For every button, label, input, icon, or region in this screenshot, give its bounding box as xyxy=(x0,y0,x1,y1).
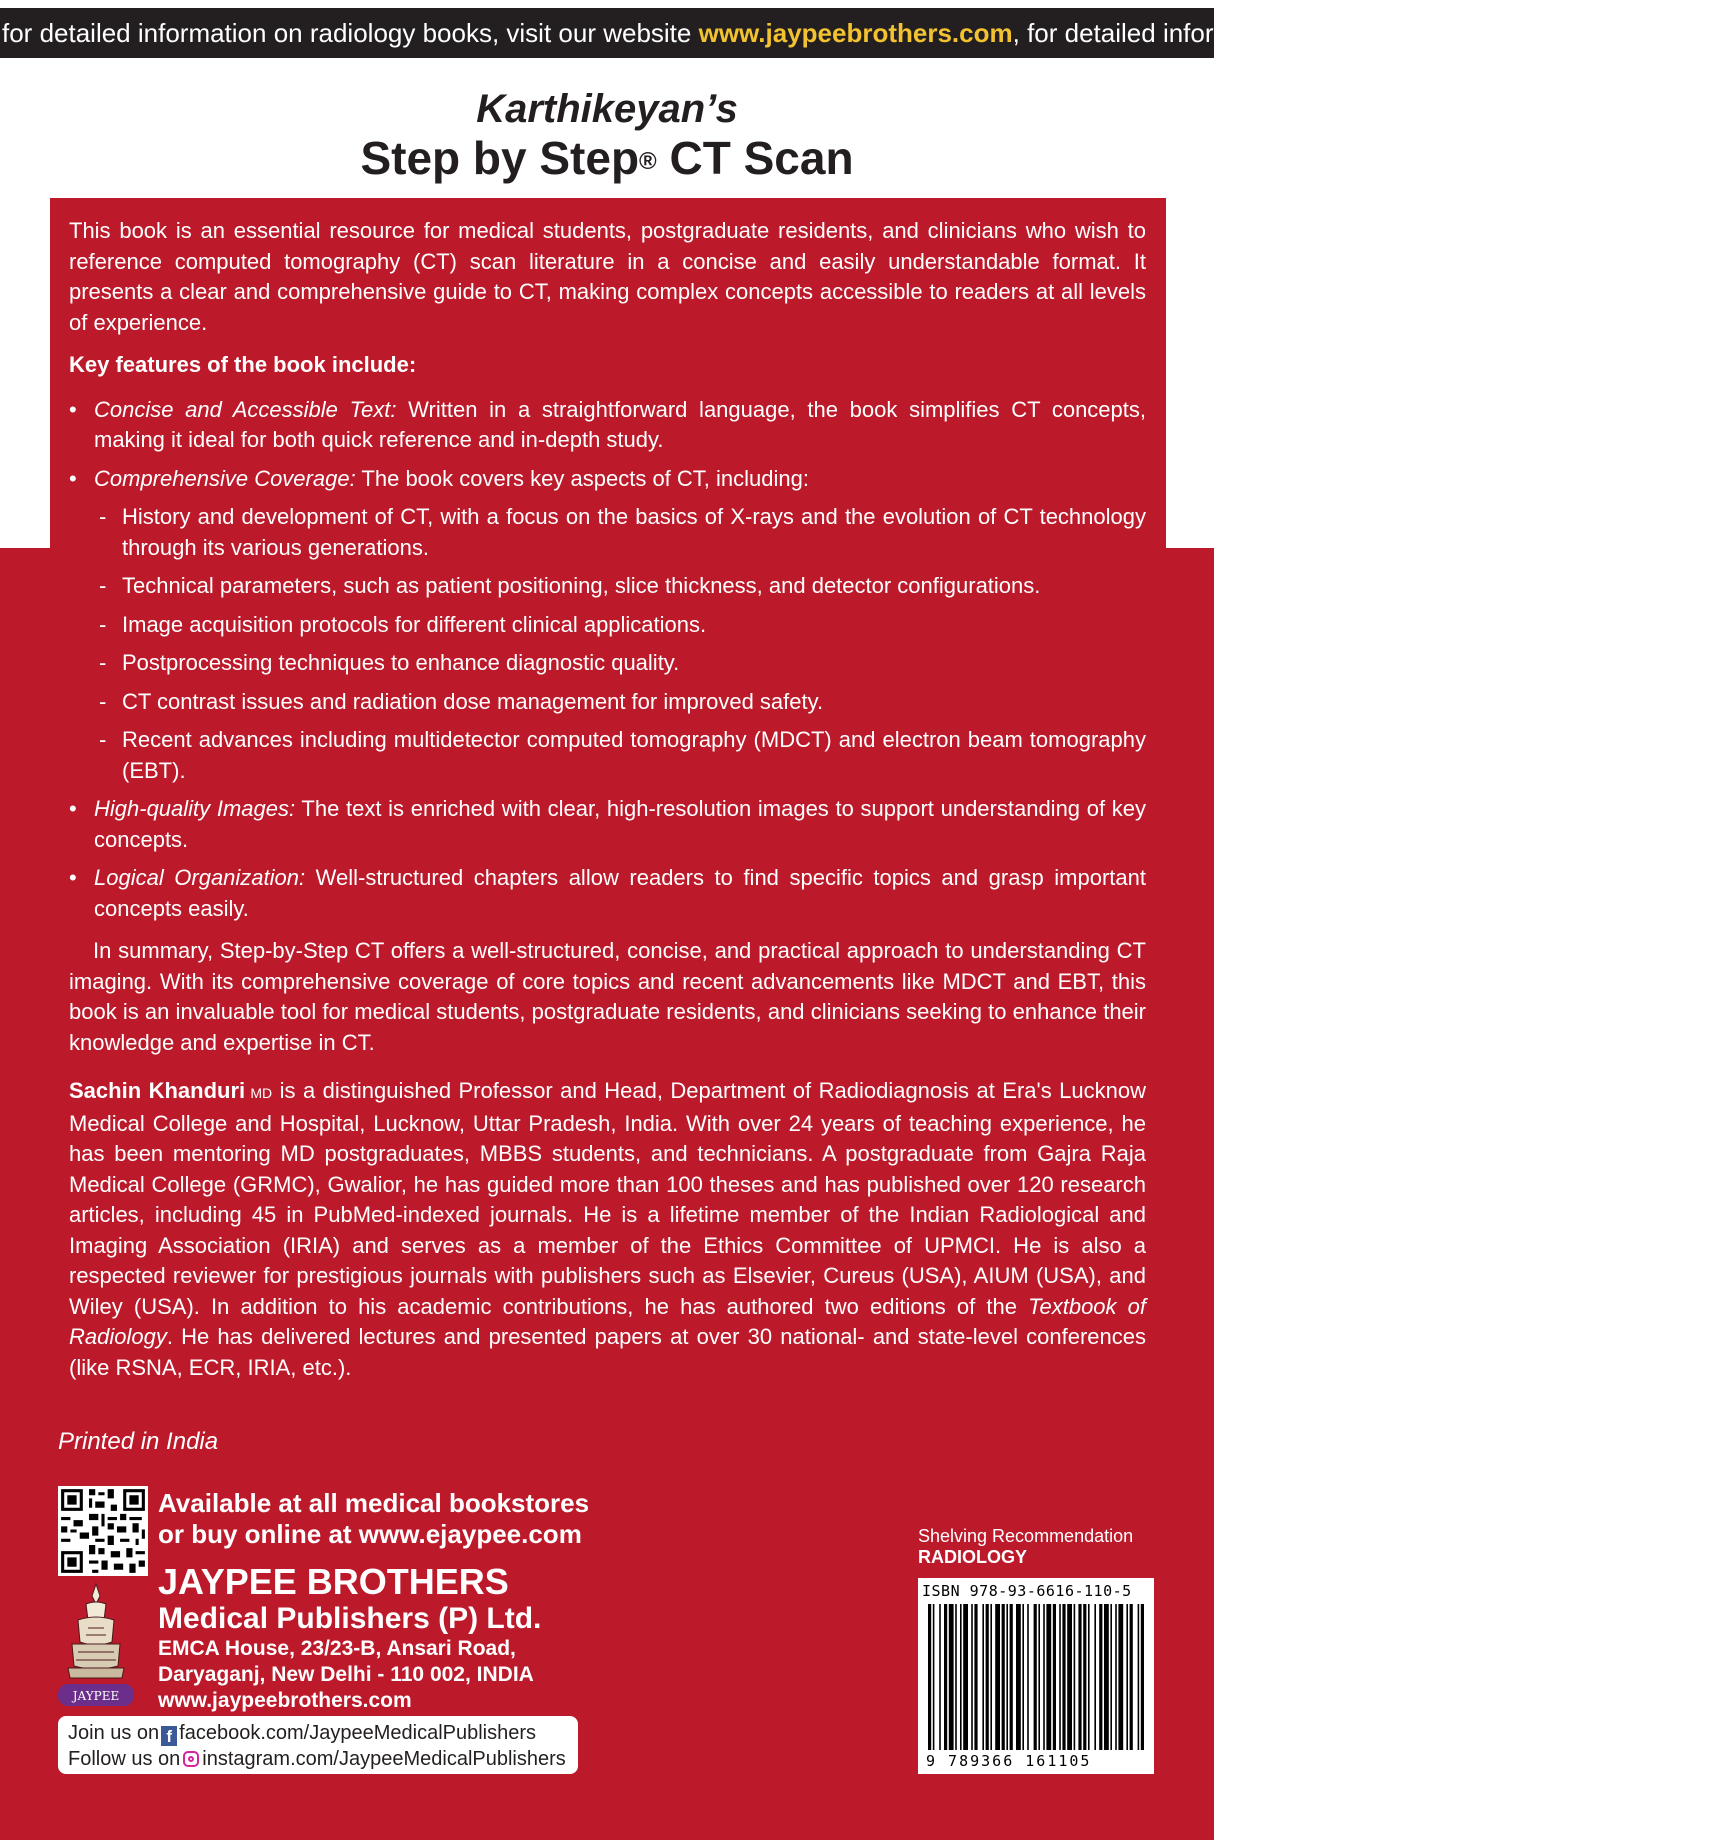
barcode-bar xyxy=(990,1604,992,1750)
author-degree: MD xyxy=(245,1085,273,1101)
blurb xyxy=(69,216,1146,1383)
barcode-bar xyxy=(1034,1604,1037,1750)
shelving-value: RADIOLOGY xyxy=(918,1547,1028,1567)
feature-label: Comprehensive Coverage: xyxy=(94,465,356,491)
barcode-bar xyxy=(960,1604,962,1750)
barcode-bar xyxy=(1053,1604,1056,1750)
barcode-bar xyxy=(1083,1604,1086,1750)
barcode-bar xyxy=(1110,1604,1112,1750)
barcode-bar xyxy=(1094,1604,1096,1750)
barcode-bar xyxy=(986,1604,989,1750)
dash: - xyxy=(99,727,107,752)
barcode-bar xyxy=(1115,1604,1117,1750)
publisher-info xyxy=(158,1562,541,1714)
barcode-bar xyxy=(1104,1604,1109,1750)
bullet: • xyxy=(69,796,77,821)
isbn-barcode xyxy=(918,1578,1154,1774)
barcode-bar xyxy=(1126,1604,1128,1750)
author-bio-text: is a distinguished Professor and Head, Department of Radiodiagnosis at Era's Lucknow Medical College and Hospital, Lucknow, Uttar Pradesh, India. With over 24 years of teaching experience, he has been mentoring MD postgraduates, MBBS students, and technicians. A postgraduate from Gajra Raja Medical College (GRMC), Gwalior, he has guided more than 100 theses and has published over 120 research articles, including 45 in PubMed-indexed journals. He is a lifetime member of the Indian Radiological and Imaging Association (IRIA) and serves as a member of the Ethics Committee of UPMCI. He is also a respected reviewer for prestigious journals with publishers such as Elsevier, Cureus (USA), AIUM (USA), and Wiley (USA). In addition to his academic contributions, he has authored two editions of the xyxy=(69,1078,1146,1319)
coverage-item xyxy=(69,687,1146,718)
publisher-address-1: EMCA House, 23/23-B, Ansari Road, xyxy=(158,1637,516,1660)
dash: - xyxy=(99,650,107,675)
barcode-bar xyxy=(1067,1604,1072,1750)
coverage-text: Recent advances including multidetector computed tomography (MDCT) and electron beam tomography (EBT). xyxy=(122,727,1146,783)
coverage-text: Image acquisition protocols for different clinical applications. xyxy=(122,611,707,637)
title-author: Karthikeyan’s xyxy=(476,87,738,131)
dash: - xyxy=(99,573,107,598)
feature-text: Well-structured chapters allow readers to find specific topics and grasp important concepts easily. xyxy=(94,865,1146,921)
instagram-line xyxy=(68,1746,568,1772)
shelving-recommendation xyxy=(918,1526,1133,1568)
dash: - xyxy=(99,688,107,714)
banner-url-link[interactable]: www.jaypeebrothers.com xyxy=(698,18,1013,48)
instagram-icon xyxy=(183,1751,199,1767)
barcode-bar xyxy=(944,1604,947,1750)
barcode-bar xyxy=(1022,1604,1024,1750)
feature-item xyxy=(69,794,1146,855)
website-banner xyxy=(0,8,1716,58)
barcode-bar xyxy=(982,1604,984,1750)
facebook-prefix: Join us on xyxy=(68,1722,160,1744)
dash: - xyxy=(99,504,107,529)
feature-label: High-quality Images: xyxy=(94,796,296,821)
barcode-bar xyxy=(1088,1604,1090,1750)
feature-text: The text is enriched with clear, high-resolution images to support understanding of key concepts. xyxy=(94,796,1146,852)
barcode-bar xyxy=(1078,1604,1081,1750)
bullet: • xyxy=(69,465,77,491)
author-bio-text-end: . He has delivered lectures and presented papers at over 30 national- and state-level conferences (like RSNA, ECR, IRIA, etc.). xyxy=(69,1324,1146,1380)
feature-label: Concise and Accessible Text: xyxy=(94,396,397,422)
barcode-bar xyxy=(1062,1604,1065,1750)
banner-text-repeat: , for detailed information on radiology books, visit our website xyxy=(1012,18,1716,48)
barcode-bar xyxy=(928,1604,931,1750)
availability-text xyxy=(158,1488,589,1550)
barcode-bar xyxy=(971,1604,973,1750)
coverage-item xyxy=(69,571,1146,602)
banner-text: for detailed information on radiology books, visit our website xyxy=(2,18,699,48)
qr-code-icon[interactable] xyxy=(58,1486,148,1576)
facebook-link[interactable]: facebook.com/JaypeeMedicalPublishers xyxy=(179,1722,537,1744)
feature-item xyxy=(69,395,1146,456)
social-links-box xyxy=(58,1716,578,1774)
barcode-bar xyxy=(1038,1604,1040,1750)
barcode-bar xyxy=(1074,1604,1076,1750)
barcode-bar xyxy=(1059,1604,1061,1750)
barcode-bar xyxy=(995,1604,1000,1750)
feature-item xyxy=(69,863,1146,924)
coverage-text: History and development of CT, with a focus on the basics of X-rays and the evolution of CT technology through its various generations. xyxy=(122,504,1146,560)
barcode-bar xyxy=(1099,1604,1102,1750)
coverage-text: Technical parameters, such as patient positioning, slice thickness, and detector configurations. xyxy=(122,573,1041,598)
barcode-bar xyxy=(949,1604,954,1750)
barcode-bar xyxy=(939,1604,941,1750)
barcode-bar xyxy=(1010,1604,1013,1750)
publisher-name: JAYPEE BROTHERS xyxy=(158,1561,509,1602)
facebook-icon: f xyxy=(161,1726,177,1746)
barcode-bar xyxy=(1138,1604,1140,1750)
dash: - xyxy=(99,611,107,637)
title-ct-scan: CT Scan xyxy=(656,132,854,184)
barcode-bar xyxy=(1130,1604,1133,1750)
coverage-item xyxy=(69,725,1146,786)
bullet: • xyxy=(69,396,77,422)
coverage-item xyxy=(69,610,1146,641)
jaypee-logo xyxy=(58,1580,134,1708)
shelving-label: Shelving Recommendation xyxy=(918,1526,1134,1546)
barcode-bar xyxy=(1043,1604,1045,1750)
barcode-digits: 9 789366 161105 xyxy=(926,1752,1092,1770)
author-name: Sachin Khanduri xyxy=(69,1078,246,1103)
barcode-bar xyxy=(1141,1604,1144,1750)
author-book-title: Textbook of Radiology xyxy=(69,1293,1146,1349)
barcode-bar xyxy=(974,1604,977,1750)
instagram-link[interactable]: instagram.com/JaypeeMedicalPublishers xyxy=(202,1748,566,1770)
barcode-bar xyxy=(963,1604,968,1750)
key-features-heading: Key features of the book include: xyxy=(69,352,417,377)
summary-paragraph: In summary, Step-by-Step CT offers a well-structured, concise, and practical approach to understanding CT imaging. With its comprehensive coverage of core topics and recent advancements like MDCT and EBT, this book is an invaluable tool for medical students, postgraduate residents, and clinicians seeking to enhance their knowledge and expertise in CT. xyxy=(69,938,1146,1055)
intro-paragraph: This book is an essential resource for medical students, postgraduate residents, and clinicians who wish to reference computed tomography (CT) scan literature in a concise and easily understandable format. It presents a clear and comprehensive guide to CT, making complex concepts accessible to readers at all levels of experience. xyxy=(69,218,1146,335)
feature-item xyxy=(69,464,1146,495)
publisher-website-link[interactable]: www.jaypeebrothers.com xyxy=(158,1689,412,1712)
bullet: • xyxy=(69,865,77,890)
barcode-bar xyxy=(1046,1604,1051,1750)
barcode-bar xyxy=(1118,1604,1123,1750)
publisher-subtitle: Medical Publishers (P) Ltd. xyxy=(158,1602,542,1635)
facebook-line xyxy=(68,1720,568,1746)
logo-text: JAYPEE xyxy=(72,1689,120,1703)
feature-text: The book covers key aspects of CT, including: xyxy=(355,465,809,491)
coverage-item xyxy=(69,648,1146,679)
book-title xyxy=(0,86,1214,184)
barcode-bar xyxy=(1016,1604,1021,1750)
availability-line-2: or buy online at www.ejaypee.com xyxy=(158,1519,582,1549)
printed-in: Printed in India xyxy=(58,1428,219,1455)
coverage-text: CT contrast issues and radiation dose management for improved safety. xyxy=(122,688,824,714)
feature-label: Logical Organization: xyxy=(94,865,306,890)
publisher-address-2: Daryaganj, New Delhi - 110 002, INDIA xyxy=(158,1663,534,1686)
isbn-text: ISBN 978-93-6616-110-5 xyxy=(922,1582,1132,1600)
barcode-bar xyxy=(1002,1604,1005,1750)
title-step-by-step: Step by Step xyxy=(360,132,640,184)
registered-mark: ® xyxy=(639,148,657,175)
barcode-bar xyxy=(1006,1604,1008,1750)
title-main xyxy=(0,132,1214,184)
author-bio xyxy=(69,1076,1146,1383)
barcode-bars xyxy=(926,1604,1146,1750)
feature-text: Written in a straightforward language, the book simplifies CT concepts, making it ideal for both quick reference and in-depth study. xyxy=(94,396,1146,452)
barcode-bar xyxy=(933,1604,935,1750)
barcode-bar xyxy=(1027,1604,1029,1750)
instagram-prefix: Follow us on xyxy=(68,1748,181,1770)
coverage-item xyxy=(69,502,1146,563)
availability-line-1: Available at all medical bookstores xyxy=(158,1488,590,1518)
coverage-text: Postprocessing techniques to enhance diagnostic quality. xyxy=(122,650,680,675)
barcode-bar xyxy=(955,1604,957,1750)
